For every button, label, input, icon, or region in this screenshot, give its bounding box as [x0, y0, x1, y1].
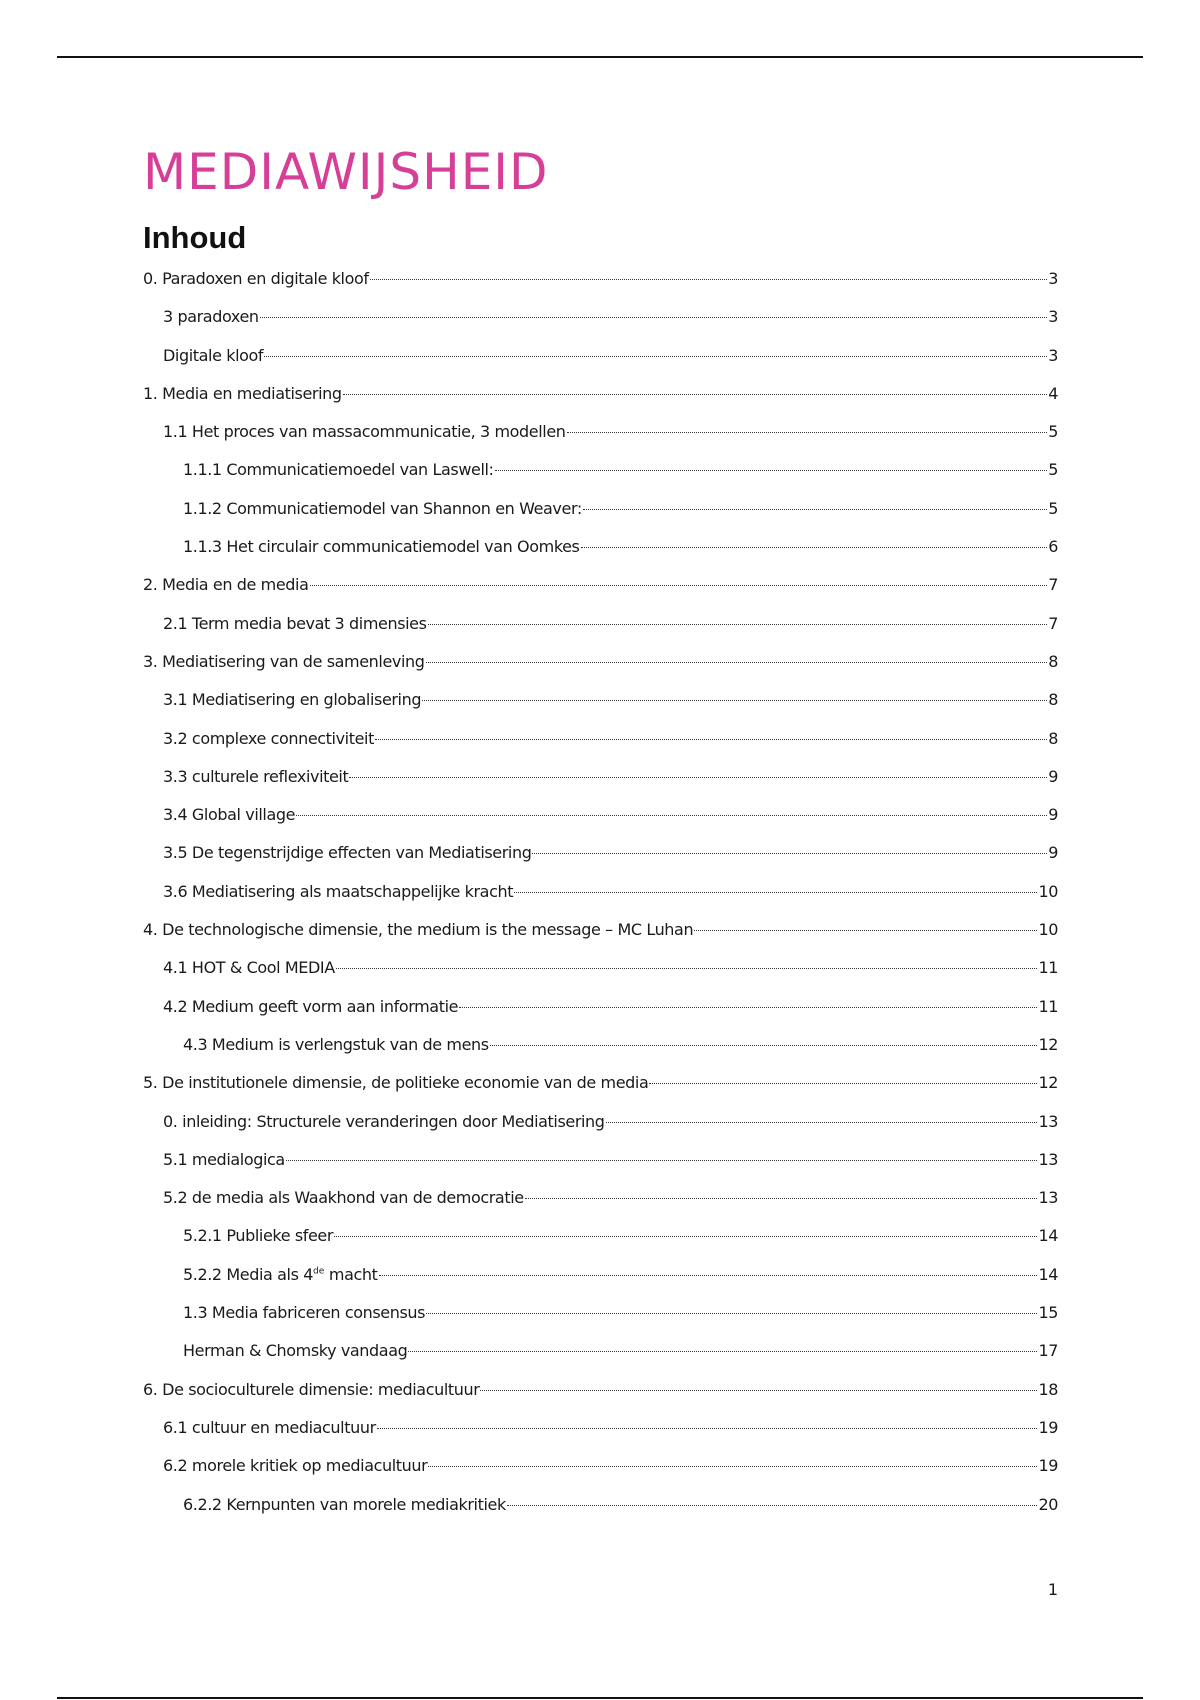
toc-dot-leader — [349, 777, 1047, 778]
toc-page-number: 7 — [1048, 575, 1058, 595]
toc-page-number: 13 — [1038, 1188, 1058, 1208]
toc-entry-text: 3.4 Global village — [163, 805, 296, 825]
toc-entry-title — [163, 1418, 376, 1437]
toc-entry-text: 1.1 Het proces van massacommunicatie, 3 modellen — [163, 422, 566, 442]
toc-dot-leader — [606, 1122, 1038, 1123]
toc-page-number: 5 — [1048, 422, 1058, 442]
toc-dot-leader — [296, 815, 1047, 816]
toc-dot-leader — [567, 432, 1048, 433]
toc-entry-text: 1.1.1 Communicatiemoedel van Laswell: — [183, 460, 494, 480]
toc-entry-title — [163, 729, 374, 748]
toc-entry-text: 4. De technologische dimensie, the medium is the message – MC Luhan — [143, 920, 694, 940]
toc-entry-title — [183, 1265, 378, 1284]
toc-entry[interactable] — [143, 805, 1058, 843]
toc-page-number: 10 — [1038, 881, 1058, 901]
toc-entry-title — [163, 1150, 285, 1169]
toc-entry[interactable] — [143, 269, 1058, 307]
toc-entry-title — [163, 1112, 605, 1131]
toc-page-number: 3 — [1048, 269, 1058, 288]
toc-entry-title — [183, 1035, 489, 1054]
toc-entry[interactable] — [143, 422, 1058, 460]
toc-entry-text-suffix: macht — [324, 1264, 378, 1284]
document-page — [143, 140, 1058, 1533]
toc-entry-text: 6.1 cultuur en mediacultuur — [163, 1417, 376, 1437]
toc-dot-leader — [310, 585, 1048, 586]
toc-entry[interactable] — [143, 882, 1058, 920]
page-top-rule — [57, 56, 1143, 58]
toc-entry-text: 3 paradoxen — [163, 307, 259, 327]
toc-entry[interactable] — [143, 729, 1058, 767]
toc-page-number: 15 — [1038, 1303, 1058, 1323]
toc-dot-leader — [408, 1351, 1037, 1352]
toc-dot-leader — [583, 509, 1047, 510]
toc-entry[interactable] — [143, 1418, 1058, 1456]
toc-page-number: 19 — [1038, 1456, 1058, 1476]
toc-entry-text: 6.2.2 Kernpunten van morele mediakritiek — [183, 1494, 506, 1514]
toc-entry[interactable] — [143, 1112, 1058, 1150]
toc-page-number: 9 — [1048, 805, 1058, 825]
toc-entry-title — [183, 460, 494, 479]
toc-entry[interactable] — [143, 307, 1058, 345]
toc-dot-leader — [375, 739, 1047, 740]
toc-entry-title — [143, 1380, 479, 1399]
toc-dot-leader — [649, 1083, 1037, 1084]
toc-dot-leader — [422, 700, 1047, 701]
toc-entry[interactable] — [143, 460, 1058, 498]
toc-entry-text: 3. Mediatisering van de samenleving — [143, 651, 425, 671]
toc-entry-title — [143, 269, 369, 288]
toc-entry-title — [143, 1073, 648, 1092]
toc-entry-title — [163, 422, 566, 441]
toc-page-number: 10 — [1038, 920, 1058, 940]
toc-dot-leader — [428, 624, 1048, 625]
toc-dot-leader — [514, 892, 1037, 893]
toc-entry-title — [163, 614, 427, 633]
page-bottom-rule — [57, 1697, 1143, 1699]
toc-entry-text: 3.3 culturele reflexiviteit — [163, 766, 349, 786]
toc-entry-text: 0. Paradoxen en digitale kloof — [143, 269, 369, 288]
toc-dot-leader — [379, 1275, 1038, 1276]
toc-page-number: 5 — [1048, 498, 1058, 518]
toc-dot-leader — [264, 356, 1047, 357]
toc-dot-leader — [260, 317, 1048, 318]
toc-entry-title — [163, 690, 421, 709]
toc-dot-leader — [343, 394, 1048, 395]
toc-entry-text: 2. Media en de media — [143, 575, 309, 595]
toc-page-number: 8 — [1048, 728, 1058, 748]
toc-entry-text: 5.1 medialogica — [163, 1149, 285, 1169]
toc-entry[interactable] — [143, 1035, 1058, 1073]
toc-page-number: 13 — [1038, 1111, 1058, 1131]
toc-dot-leader — [426, 1313, 1037, 1314]
toc-entry-text: 2.1 Term media bevat 3 dimensies — [163, 613, 427, 633]
toc-entry-title — [183, 1495, 506, 1514]
table-of-contents — [143, 269, 1058, 1533]
toc-dot-leader — [334, 1236, 1037, 1237]
toc-entry[interactable] — [143, 1073, 1058, 1111]
toc-entry[interactable] — [143, 958, 1058, 996]
toc-entry[interactable] — [143, 652, 1058, 690]
toc-entry-text: 1.1.2 Communicatiemodel van Shannon en Weaver: — [183, 498, 582, 518]
toc-entry-text: 1.3 Media fabriceren consensus — [183, 1303, 426, 1323]
toc-entry-title — [163, 843, 531, 862]
toc-entry[interactable] — [143, 1150, 1058, 1188]
toc-entry-text: 6. De socioculturele dimensie: mediacultuur — [143, 1379, 480, 1399]
toc-page-number: 14 — [1038, 1226, 1058, 1246]
toc-entry[interactable] — [143, 767, 1058, 805]
toc-entry-text: 3.2 complexe connectiviteit — [163, 728, 374, 748]
toc-entry[interactable] — [143, 1303, 1058, 1341]
toc-dot-leader — [694, 930, 1037, 931]
toc-page-number: 3 — [1048, 307, 1058, 327]
toc-page-number: 14 — [1038, 1264, 1058, 1284]
toc-dot-leader — [336, 968, 1038, 969]
toc-entry[interactable] — [143, 1265, 1058, 1303]
toc-entry[interactable] — [143, 575, 1058, 613]
toc-entry[interactable] — [143, 537, 1058, 575]
toc-entry-text: Herman & Chomsky vandaag — [183, 1341, 408, 1361]
toc-entry[interactable] — [143, 1495, 1058, 1533]
toc-dot-leader — [286, 1160, 1038, 1161]
toc-page-number: 7 — [1048, 613, 1058, 633]
toc-entry[interactable] — [143, 499, 1058, 537]
toc-page-number: 12 — [1038, 1073, 1058, 1093]
toc-entry-title — [163, 997, 458, 1016]
toc-entry-title — [163, 307, 259, 326]
toc-page-number: 8 — [1048, 651, 1058, 671]
toc-page-number: 4 — [1048, 383, 1058, 403]
toc-entry[interactable] — [143, 1341, 1058, 1379]
toc-entry-title — [163, 767, 348, 786]
toc-page-number: 18 — [1038, 1379, 1058, 1399]
toc-entry-text: 4.1 HOT & Cool MEDIA — [163, 958, 335, 978]
toc-entry-text: 4.2 Medium geeft vorm aan informatie — [163, 996, 459, 1016]
toc-entry[interactable] — [143, 346, 1058, 384]
toc-dot-leader — [507, 1505, 1038, 1506]
toc-page-number: 13 — [1038, 1149, 1058, 1169]
toc-entry-title — [183, 1226, 333, 1245]
toc-dot-leader — [532, 853, 1047, 854]
toc-dot-leader — [428, 1466, 1037, 1467]
toc-entry-text: 6.2 morele kritiek op mediacultuur — [163, 1456, 428, 1476]
toc-entry-title — [163, 958, 335, 977]
toc-entry-text: 5.2.2 Media als 4 — [183, 1264, 313, 1284]
toc-entry-title — [143, 920, 693, 939]
toc-entry[interactable] — [143, 690, 1058, 728]
toc-entry-text: 5.2 de media als Waakhond van de democratie — [163, 1188, 524, 1208]
toc-entry-title — [163, 1188, 524, 1207]
toc-entry[interactable] — [143, 614, 1058, 652]
toc-dot-leader — [377, 1428, 1038, 1429]
toc-entry-title — [143, 652, 425, 671]
toc-entry-text: 5. De institutionele dimensie, de politieke economie van de media — [143, 1073, 649, 1093]
toc-page-number: 11 — [1038, 996, 1058, 1016]
toc-entry-text: 1. Media en mediatisering — [143, 383, 342, 403]
toc-entry[interactable] — [143, 1226, 1058, 1264]
toc-entry-text: 5.2.1 Publieke sfeer — [183, 1226, 334, 1246]
toc-page-number: 20 — [1038, 1494, 1058, 1514]
toc-entry-text: 3.1 Mediatisering en globalisering — [163, 690, 422, 710]
toc-page-number: 17 — [1038, 1341, 1058, 1361]
toc-entry-title — [163, 1456, 427, 1475]
toc-dot-leader — [459, 1007, 1037, 1008]
toc-dot-leader — [495, 470, 1048, 471]
toc-entry-text: Digitale kloof — [163, 345, 264, 365]
toc-dot-leader — [525, 1198, 1038, 1199]
toc-entry-title — [183, 499, 582, 518]
toc-entry-title — [143, 384, 342, 403]
toc-entry-text: 0. inleiding: Structurele veranderingen door Mediatisering — [163, 1111, 605, 1131]
toc-entry-title — [163, 882, 513, 901]
toc-entry-title — [183, 1341, 407, 1360]
toc-page-number: 9 — [1048, 843, 1058, 863]
toc-entry[interactable] — [143, 1188, 1058, 1226]
toc-dot-leader — [490, 1045, 1038, 1046]
toc-page-number: 11 — [1038, 958, 1058, 978]
toc-page-number: 5 — [1048, 460, 1058, 480]
toc-dot-leader — [426, 662, 1048, 663]
toc-page-number: 9 — [1048, 766, 1058, 786]
page-number: 1 — [1047, 1580, 1058, 1599]
toc-entry[interactable] — [143, 997, 1058, 1035]
toc-entry-title — [183, 537, 580, 556]
toc-entry-text: 4.3 Medium is verlengstuk van de mens — [183, 1034, 489, 1054]
toc-entry[interactable] — [143, 920, 1058, 958]
toc-entry-title — [163, 805, 295, 824]
toc-heading: Inhoud — [143, 220, 247, 255]
toc-page-number: 6 — [1048, 537, 1058, 557]
toc-entry-title — [143, 575, 309, 594]
toc-page-number: 3 — [1048, 345, 1058, 365]
toc-entry-superscript: de — [313, 1266, 325, 1277]
toc-entry-title — [183, 1303, 425, 1322]
toc-dot-leader — [370, 279, 1048, 280]
toc-entry[interactable] — [143, 384, 1058, 422]
toc-page-number: 12 — [1038, 1034, 1058, 1054]
toc-entry-text: 3.5 De tegenstrijdige effecten van Mediatisering — [163, 843, 532, 863]
toc-dot-leader — [581, 547, 1048, 548]
toc-entry-title — [163, 346, 263, 365]
document-title: MEDIAWIJSHEID — [143, 143, 549, 201]
toc-dot-leader — [480, 1390, 1037, 1391]
toc-entry[interactable] — [143, 1380, 1058, 1418]
toc-page-number: 19 — [1038, 1417, 1058, 1437]
toc-entry-text: 3.6 Mediatisering als maatschappelijke kracht — [163, 881, 514, 901]
toc-entry[interactable] — [143, 843, 1058, 881]
toc-entry[interactable] — [143, 1456, 1058, 1494]
toc-page-number: 8 — [1048, 690, 1058, 710]
toc-entry-text: 1.1.3 Het circulair communicatiemodel van Oomkes — [183, 537, 580, 557]
